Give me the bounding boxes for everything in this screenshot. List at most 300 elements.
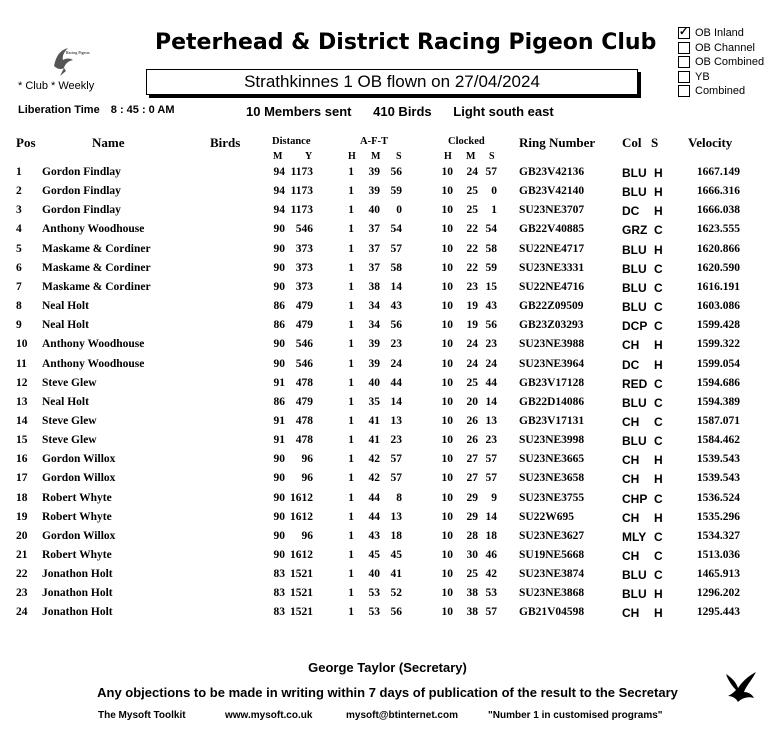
cell-am: 39	[368, 357, 380, 370]
cell-y: 479	[295, 300, 313, 313]
option-label: YB	[695, 70, 710, 83]
cell-pos: 4	[16, 223, 22, 236]
cell-cm: 27	[466, 453, 478, 466]
cell-col: CH	[622, 472, 640, 487]
cell-vel: 1666.038	[696, 204, 740, 217]
cell-m: 86	[273, 300, 285, 313]
cell-m: 90	[273, 472, 285, 485]
cell-s: C	[654, 529, 663, 544]
cell-vel: 1666.316	[696, 185, 740, 198]
cell-name: Neal Holt	[42, 319, 89, 332]
cell-name: Robert Whyte	[42, 510, 112, 523]
cell-m: 83	[273, 568, 285, 581]
cell-y: 1521	[290, 606, 313, 619]
cell-ring: SU23NE3665	[519, 453, 585, 466]
cell-y: 478	[295, 414, 313, 427]
cell-cs: 54	[485, 223, 497, 236]
cell-col: RED	[622, 376, 648, 391]
cell-as: 52	[390, 587, 402, 600]
cell-col: CH	[622, 549, 640, 563]
cell-ah: 1	[348, 549, 354, 561]
cell-m: 90	[273, 280, 285, 293]
cell-vel: 1616.191	[696, 280, 740, 293]
cell-ah: 1	[348, 185, 354, 198]
race-type-options	[678, 26, 764, 99]
cell-vel: 1599.322	[696, 338, 740, 351]
cell-y: 1173	[290, 185, 313, 198]
cell-as: 13	[390, 510, 402, 523]
cell-vel: 1620.866	[696, 242, 740, 255]
cell-cm: 25	[466, 568, 478, 581]
cell-cs: 59	[485, 261, 497, 274]
table-row	[0, 396, 775, 415]
cell-ring: SU19NE5668	[519, 549, 585, 561]
cell-vel: 1539.543	[696, 453, 740, 466]
cell-pos: 1	[16, 166, 22, 178]
cell-vel: 1667.149	[696, 166, 740, 178]
option-label: OB Combined	[695, 56, 765, 69]
cell-am: 37	[368, 261, 380, 274]
cell-pos: 21	[16, 549, 28, 561]
cell-s: H	[654, 606, 663, 621]
cell-ring: GB23Z03293	[519, 319, 584, 332]
cell-ah: 1	[348, 166, 354, 178]
cell-as: 14	[390, 395, 402, 408]
cell-am: 40	[368, 376, 380, 389]
cell-name: Jonathon Holt	[42, 568, 113, 581]
col-pos: Pos	[16, 135, 36, 150]
cell-ch: 10	[441, 185, 453, 198]
cell-ring: GB23V42140	[519, 185, 585, 198]
cell-s: C	[654, 395, 663, 410]
race-title-box: Strathkinnes 1 OB flown on 27/04/2024	[146, 69, 638, 95]
cell-ch: 10	[441, 338, 453, 351]
cell-ch: 10	[441, 395, 453, 408]
cell-pos: 2	[16, 185, 22, 198]
cell-ring: SU23NE3988	[519, 338, 585, 351]
table-row	[0, 568, 775, 587]
cell-as: 8	[396, 491, 402, 504]
cell-ch: 10	[441, 223, 453, 236]
cell-am: 34	[368, 300, 380, 313]
cell-ring: SU22NE4716	[519, 280, 585, 293]
cell-ah: 1	[348, 491, 354, 504]
cell-ch: 10	[441, 300, 453, 313]
cell-as: 57	[390, 242, 402, 255]
table-row	[0, 472, 775, 491]
cell-as: 43	[390, 300, 402, 313]
cell-pos: 6	[16, 261, 22, 274]
checkbox-icon[interactable]	[678, 42, 690, 54]
cell-m: 90	[273, 261, 285, 274]
sub-clock-seconds: S	[489, 151, 495, 162]
cell-cm: 30	[466, 549, 478, 561]
cell-ch: 10	[441, 357, 453, 370]
cell-as: 23	[390, 338, 402, 351]
option-3[interactable]	[678, 70, 764, 85]
cell-ah: 1	[348, 261, 354, 274]
cell-s: H	[654, 357, 663, 372]
cell-ring: GB21V04598	[519, 606, 585, 619]
cell-as: 23	[390, 434, 402, 447]
cell-m: 90	[273, 491, 285, 504]
cell-ch: 10	[441, 510, 453, 523]
liberation-label: Liberation Time	[18, 104, 100, 116]
cell-as: 56	[390, 606, 402, 619]
cell-am: 39	[368, 185, 380, 198]
cell-ring: GB23V42136	[519, 166, 585, 178]
cell-pos: 14	[16, 414, 28, 427]
cell-cm: 27	[466, 472, 478, 485]
cell-name: Jonathon Holt	[42, 606, 113, 619]
cell-ch: 10	[441, 549, 453, 561]
cell-pos: 11	[16, 357, 27, 370]
cell-col: DCP	[622, 319, 648, 334]
cell-cs: 56	[485, 319, 497, 332]
cell-ch: 10	[441, 319, 453, 332]
cell-y: 1521	[290, 587, 313, 600]
cell-ring: SU23NE3874	[519, 568, 585, 581]
cell-cs: 23	[485, 434, 497, 447]
cell-y: 479	[295, 319, 313, 332]
cell-ah: 1	[348, 280, 354, 293]
cell-ah: 1	[348, 204, 354, 217]
sub-aft-minutes: M	[371, 151, 381, 162]
cell-cs: 46	[485, 549, 497, 561]
cell-m: 90	[273, 242, 285, 255]
cell-pos: 10	[16, 338, 28, 351]
cell-ring: SU22W695	[519, 510, 574, 523]
club-weekly-label: * Club * Weekly	[18, 80, 95, 92]
cell-vel: 1623.555	[696, 223, 740, 236]
cell-ring: SU23NE3627	[519, 529, 585, 542]
cell-m: 91	[273, 376, 285, 389]
cell-ah: 1	[348, 606, 354, 619]
cell-cs: 1	[491, 204, 497, 217]
cell-am: 38	[368, 280, 380, 293]
cell-am: 40	[368, 204, 380, 217]
table-row	[0, 166, 775, 185]
cell-y: 1612	[290, 491, 313, 504]
cell-vel: 1620.590	[696, 261, 740, 274]
checkbox-icon[interactable]	[678, 71, 690, 83]
cell-m: 94	[273, 166, 285, 178]
cell-y: 373	[295, 242, 313, 255]
cell-col: CH	[622, 606, 640, 621]
cell-vel: 1535.296	[696, 510, 740, 523]
cell-am: 42	[368, 472, 380, 485]
cell-col: BLU	[622, 434, 647, 449]
cell-cs: 24	[485, 357, 497, 370]
table-row	[0, 587, 775, 606]
cell-col: BLU	[622, 568, 647, 583]
cell-cm: 24	[466, 338, 478, 351]
cell-pos: 16	[16, 453, 28, 466]
table-row	[0, 300, 775, 319]
cell-name: Robert Whyte	[42, 549, 112, 561]
table-row	[0, 492, 775, 511]
cell-pos: 8	[16, 300, 22, 313]
cell-y: 546	[295, 223, 313, 236]
cell-s: C	[654, 568, 663, 583]
table-row	[0, 281, 775, 300]
cell-pos: 24	[16, 606, 28, 619]
cell-y: 96	[301, 529, 313, 542]
cell-am: 44	[368, 491, 380, 504]
checkbox-icon[interactable]	[678, 27, 690, 39]
cell-name: Maskame & Cordiner	[42, 242, 151, 255]
cell-ch: 10	[441, 606, 453, 619]
birds-count: 410 Birds	[373, 104, 432, 119]
cell-y: 1521	[290, 568, 313, 581]
cell-col: BLU	[622, 587, 647, 602]
option-label: Combined	[695, 85, 746, 98]
col-distance: Distance	[272, 136, 311, 147]
cell-y: 96	[301, 453, 313, 466]
cell-m: 90	[273, 529, 285, 542]
cell-ah: 1	[348, 510, 354, 523]
cell-name: Gordon Willox	[42, 529, 116, 542]
cell-cs: 57	[485, 453, 497, 466]
members-sent: 10 Members sent	[246, 104, 352, 119]
cell-am: 34	[368, 319, 380, 332]
cell-ah: 1	[348, 568, 354, 581]
cell-y: 373	[295, 261, 313, 274]
col-aft: A-F-T	[360, 136, 388, 147]
sub-yards: Y	[305, 151, 313, 162]
cell-vel: 1599.054	[696, 357, 740, 370]
cell-as: 18	[390, 529, 402, 542]
cell-am: 53	[368, 587, 380, 600]
cell-ah: 1	[348, 472, 354, 485]
cell-vel: 1599.428	[696, 319, 740, 332]
option-0[interactable]	[678, 26, 764, 41]
cell-ring: SU23NE3868	[519, 587, 585, 600]
col-sex: S	[651, 135, 659, 150]
cell-pos: 15	[16, 434, 28, 447]
table-row	[0, 530, 775, 549]
cell-y: 546	[295, 338, 313, 351]
cell-col: DC	[622, 204, 640, 219]
table-row	[0, 415, 775, 434]
cell-ah: 1	[348, 453, 354, 466]
email-link: mysoft@btinternet.com	[346, 710, 458, 721]
cell-ch: 10	[441, 280, 453, 293]
cell-pos: 19	[16, 510, 28, 523]
cell-s: H	[654, 242, 663, 257]
cell-name: Maskame & Cordiner	[42, 280, 151, 293]
option-label: OB Channel	[695, 41, 755, 54]
cell-cm: 25	[466, 204, 478, 217]
cell-ch: 10	[441, 587, 453, 600]
cell-m: 91	[273, 414, 285, 427]
cell-name: Gordon Findlay	[42, 204, 121, 217]
cell-cm: 38	[466, 606, 478, 619]
cell-cm: 22	[466, 223, 478, 236]
cell-as: 57	[390, 453, 402, 466]
cell-pos: 20	[16, 529, 28, 542]
col-col: Col	[622, 135, 642, 150]
cell-ch: 10	[441, 204, 453, 217]
cell-s: C	[654, 434, 663, 449]
cell-cm: 29	[466, 491, 478, 504]
cell-cs: 44	[485, 376, 497, 389]
cell-y: 1612	[290, 510, 313, 523]
cell-cm: 29	[466, 510, 478, 523]
cell-name: Anthony Woodhouse	[42, 223, 145, 236]
cell-ah: 1	[348, 395, 354, 408]
cell-m: 94	[273, 185, 285, 198]
cell-name: Anthony Woodhouse	[42, 338, 145, 351]
cell-y: 478	[295, 376, 313, 389]
cell-s: H	[654, 510, 663, 525]
cell-name: Steve Glew	[42, 376, 97, 389]
cell-vel: 1513.036	[696, 549, 740, 561]
cell-cs: 57	[485, 166, 497, 178]
cell-ring: SU23NE3998	[519, 434, 585, 447]
cell-cs: 13	[485, 414, 497, 427]
cell-vel: 1594.389	[696, 395, 740, 408]
cell-m: 86	[273, 395, 285, 408]
cell-cm: 26	[466, 434, 478, 447]
cell-as: 56	[390, 319, 402, 332]
cell-s: C	[654, 261, 663, 276]
cell-ah: 1	[348, 223, 354, 236]
sub-miles: M	[273, 151, 283, 162]
option-1[interactable]	[678, 41, 764, 56]
table-row	[0, 434, 775, 453]
cell-col: DC	[622, 357, 640, 372]
cell-pos: 23	[16, 587, 28, 600]
cell-cs: 57	[485, 606, 497, 619]
table-row	[0, 549, 775, 568]
cell-as: 58	[390, 261, 402, 274]
cell-s: H	[654, 204, 663, 219]
cell-name: Steve Glew	[42, 414, 97, 427]
cell-am: 41	[368, 434, 380, 447]
cell-ch: 10	[441, 472, 453, 485]
cell-vel: 1295.443	[696, 606, 740, 619]
cell-col: BLU	[622, 166, 647, 180]
cell-s: C	[654, 280, 663, 295]
objections-notice: Any objections to be made in writing within 7 days of publication of the result to the Secretary	[97, 685, 678, 700]
cell-ch: 10	[441, 434, 453, 447]
option-label: OB Inland	[695, 27, 744, 40]
table-row	[0, 243, 775, 262]
cell-name: Gordon Willox	[42, 453, 116, 466]
cell-ah: 1	[348, 587, 354, 600]
cell-col: CH	[622, 453, 640, 468]
sub-clock-minutes: M	[466, 151, 476, 162]
checkbox-icon[interactable]	[678, 56, 690, 68]
liberation-value: 8 : 45 : 0 AM	[110, 104, 175, 116]
option-4[interactable]	[678, 84, 764, 99]
cell-ch: 10	[441, 242, 453, 255]
cell-as: 45	[390, 549, 402, 561]
cell-cs: 43	[485, 300, 497, 313]
cell-m: 90	[273, 549, 285, 561]
cell-am: 35	[368, 395, 380, 408]
cell-am: 40	[368, 568, 380, 581]
cell-pos: 12	[16, 376, 28, 389]
cell-cm: 25	[466, 376, 478, 389]
cell-am: 42	[368, 453, 380, 466]
cell-name: Gordon Willox	[42, 472, 116, 485]
cell-cs: 18	[485, 529, 497, 542]
pigeon-logo-icon	[46, 44, 90, 78]
cell-cm: 25	[466, 185, 478, 198]
liberation-time	[18, 104, 175, 116]
cell-s: C	[654, 549, 663, 563]
option-2[interactable]	[678, 55, 764, 70]
cell-pos: 9	[16, 319, 22, 332]
cell-ch: 10	[441, 414, 453, 427]
cell-cs: 53	[485, 587, 497, 600]
cell-cs: 9	[491, 491, 497, 504]
cell-cs: 0	[491, 185, 497, 198]
cell-m: 83	[273, 587, 285, 600]
sub-clock-hours: H	[444, 151, 452, 162]
cell-s: H	[654, 166, 663, 180]
cell-ah: 1	[348, 338, 354, 351]
cell-name: Robert Whyte	[42, 491, 112, 504]
cell-ah: 1	[348, 434, 354, 447]
cell-am: 45	[368, 549, 380, 561]
cell-m: 90	[273, 338, 285, 351]
cell-name: Anthony Woodhouse	[42, 357, 145, 370]
cell-ring: SU23NE3707	[519, 204, 585, 217]
cell-y: 1173	[290, 166, 313, 178]
cell-vel: 1465.913	[696, 568, 740, 581]
cell-ah: 1	[348, 414, 354, 427]
cell-s: C	[654, 319, 663, 334]
cell-cm: 20	[466, 395, 478, 408]
cell-ring: SU23NE3755	[519, 491, 585, 504]
cell-cs: 58	[485, 242, 497, 255]
cell-y: 546	[295, 357, 313, 370]
cell-am: 44	[368, 510, 380, 523]
cell-am: 39	[368, 166, 380, 178]
cell-s: H	[654, 185, 663, 200]
toolkit-label: The Mysoft Toolkit	[98, 710, 186, 721]
cell-cs: 15	[485, 280, 497, 293]
checkbox-icon[interactable]	[678, 85, 690, 97]
secretary-line: George Taylor (Secretary)	[308, 660, 467, 675]
cell-ah: 1	[348, 319, 354, 332]
table-row	[0, 377, 775, 396]
wind: Light south east	[453, 104, 554, 119]
cell-s: C	[654, 414, 663, 429]
cell-name: Gordon Findlay	[42, 166, 121, 178]
cell-ring: GB22Z09509	[519, 300, 584, 313]
cell-cs: 14	[485, 510, 497, 523]
cell-col: BLU	[622, 261, 647, 276]
cell-pos: 7	[16, 280, 22, 293]
cell-am: 37	[368, 242, 380, 255]
col-ring: Ring Number	[519, 135, 596, 150]
cell-ch: 10	[441, 453, 453, 466]
cell-s: H	[654, 587, 663, 602]
cell-col: BLU	[622, 300, 647, 315]
col-clocked: Clocked	[448, 136, 485, 147]
cell-ch: 10	[441, 529, 453, 542]
cell-cs: 14	[485, 395, 497, 408]
cell-s: C	[654, 376, 663, 391]
cell-m: 91	[273, 434, 285, 447]
cell-col: MLY	[622, 529, 647, 544]
cell-name: Gordon Findlay	[42, 185, 121, 198]
cell-ah: 1	[348, 376, 354, 389]
